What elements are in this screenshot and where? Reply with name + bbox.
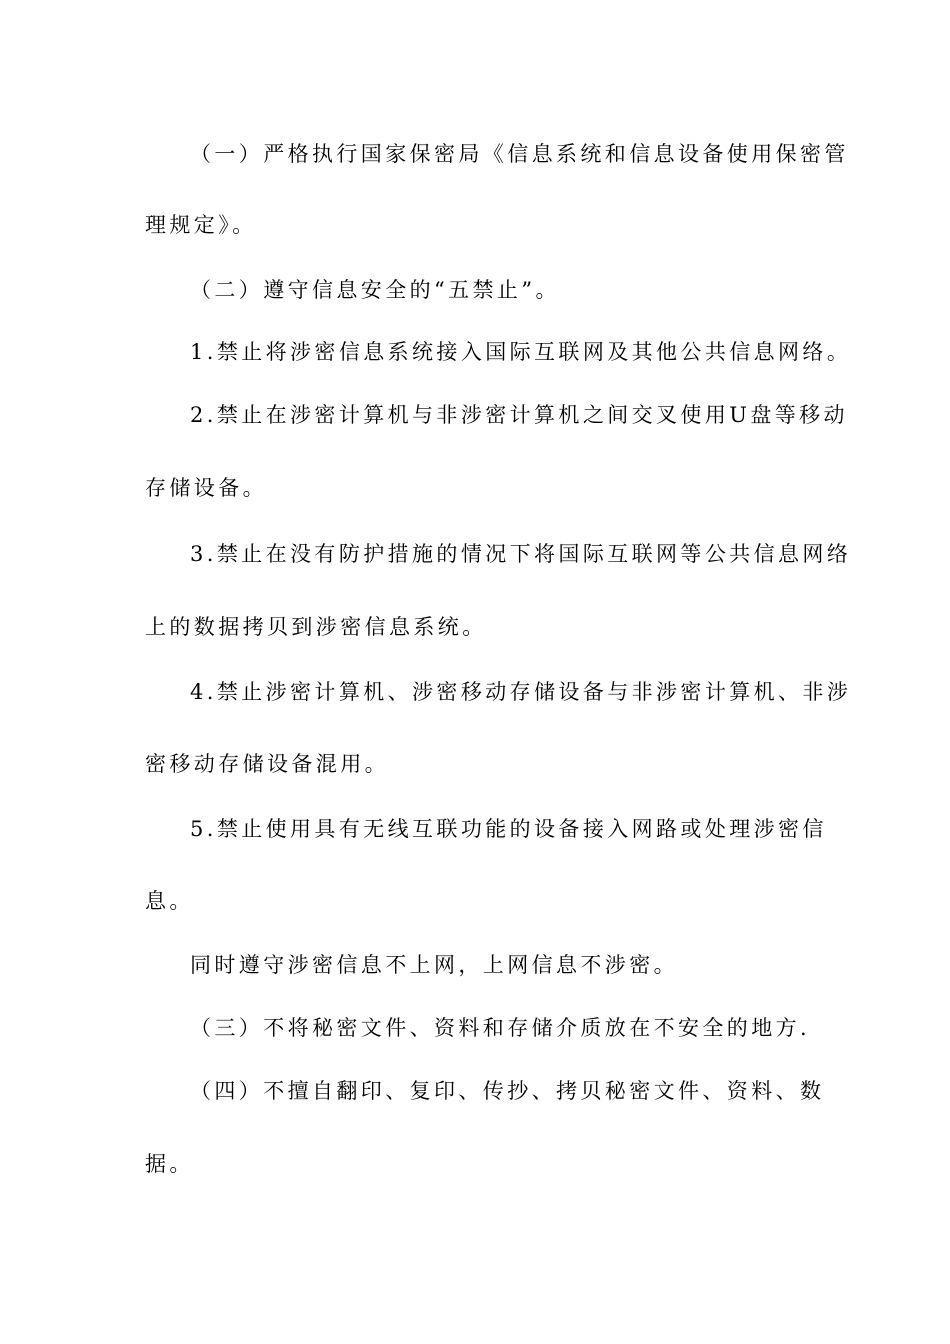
paragraph-4-line-2: 据。 [145, 1152, 194, 1176]
paragraph-1-line-2: 理规定》。 [145, 213, 257, 237]
rule-2-line-2: 存储设备。 [145, 476, 267, 500]
rule-3-line-2: 上的数据拷贝到涉密信息系统。 [145, 615, 487, 639]
rule-1: 1.禁止将涉密信息系统接入国际互联网及其他公共信息网络。 [190, 340, 852, 364]
paragraph-4-line-1: （四）不擅自翻印、复印、传抄、拷贝秘密文件、资料、数 [190, 1079, 825, 1103]
rule-5-line-1: 5.禁止使用具有无线互联功能的设备接入网路或处理涉密信 [190, 817, 827, 841]
paragraph-3: （三）不将秘密文件、资料和存储介质放在不安全的地方. [190, 1016, 811, 1040]
summary-line: 同时遵守涉密信息不上网，上网信息不涉密。 [190, 953, 678, 977]
paragraph-2: （二）遵守信息安全的“五禁止”。 [190, 278, 560, 302]
rule-4-line-1: 4.禁止涉密计算机、涉密移动存储设备与非涉密计算机、非涉 [190, 680, 852, 704]
rule-4-line-2: 密移动存储设备混用。 [145, 752, 389, 776]
rule-3-line-1: 3.禁止在没有防护措施的情况下将国际互联网等公共信息网络 [190, 542, 852, 566]
rule-5-line-2: 息。 [145, 889, 194, 913]
rule-2-line-1: 2.禁止在涉密计算机与非涉密计算机之间交叉使用U盘等移动 [190, 403, 848, 427]
paragraph-1-line-1: （一）严格执行国家保密局《信息系统和信息设备使用保密管 [190, 142, 849, 166]
